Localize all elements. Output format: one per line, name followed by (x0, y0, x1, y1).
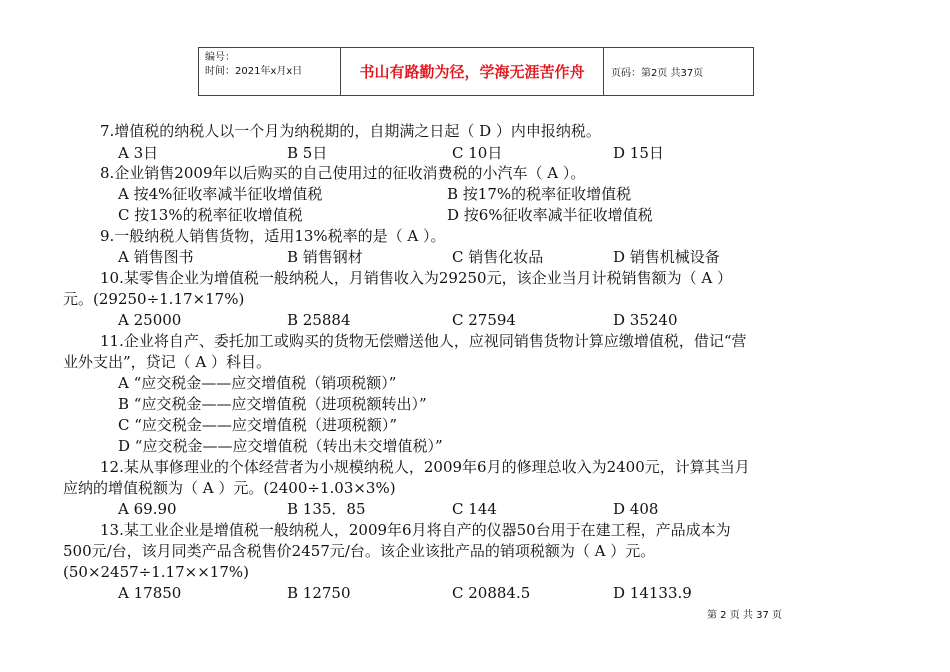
q9-option-d: D 销售机械设备 (613, 248, 720, 266)
q13-option-a: A 17850 (118, 584, 182, 602)
q11-option-c: C “应交税金——应交增值税（进项税额）” (118, 416, 398, 434)
q10-option-c: C 27594 (452, 311, 516, 329)
q9-option-c: C 销售化妆品 (452, 248, 544, 266)
question-10-stem-line2: 元。(29250÷1.17×17%) (63, 290, 245, 308)
question-12-stem-line1: 12.某从事修理业的个体经营者为小规模纳税人，2009年6月的修理总收入为2400元，计算其当月 (100, 458, 750, 476)
q10-option-d: D 35240 (613, 311, 678, 329)
question-10-stem-line1: 10.某零售企业为增值税一般纳税人，月销售收入为29250元，该企业当月计税销售额为（ A ） (100, 269, 732, 287)
q9-option-b: B 销售钢材 (287, 248, 363, 266)
q8-option-c: C 按13%的税率征收增值税 (118, 206, 303, 224)
q8-option-b: B 按17%的税率征收增值税 (447, 185, 632, 203)
q12-option-b: B 135．85 (287, 500, 366, 518)
q12-option-a: A 69.90 (118, 500, 177, 518)
question-9-stem: 9.一般纳税人销售货物，适用13%税率的是（ A ）。 (100, 227, 446, 245)
q7-option-d: D 15日 (613, 144, 664, 162)
q12-option-d: D 408 (613, 500, 659, 518)
q11-option-d: D “应交税金——应交增值税（转出未交增值税）” (118, 437, 443, 455)
q13-option-c: C 20884.5 (452, 584, 531, 602)
q8-option-a: A 按4%征收率减半征收增值税 (118, 185, 323, 203)
header-motto: 书山有路勤为径，学海无涯苦作舟 (341, 48, 604, 95)
page-footer: 第 2 页 共 37 页 (707, 610, 782, 621)
question-8-stem: 8.企业销售2009年以后购买的自己使用过的征收消费税的小汽车（ A ）。 (100, 164, 586, 182)
q7-option-a: A 3日 (118, 144, 159, 162)
q13-option-b: B 12750 (287, 584, 351, 602)
question-7-stem: 7.增值税的纳税人以一个月为纳税期的，自期满之日起（ D ）内申报纳税。 (100, 122, 601, 140)
q7-option-c: C 10日 (452, 144, 503, 162)
header-number-label: 编号： (205, 52, 235, 63)
question-13-stem-line2: 500元/台，该月同类产品含税售价2457元/台。该企业该批产品的销项税额为（ A ）元。 (63, 542, 656, 560)
question-12-stem-line2: 应纳的增值税额为（ A ）元。(2400÷1.03×3%) (63, 479, 396, 497)
header-meta-cell (199, 48, 341, 95)
q9-option-a: A 销售图书 (118, 248, 194, 266)
q10-option-a: A 25000 (118, 311, 182, 329)
header-time-label: 时间：2021年x月x日 (205, 66, 303, 77)
q10-option-b: B 25884 (287, 311, 351, 329)
q11-option-b: B “应交税金——应交增值税（进项税额转出）” (118, 395, 427, 413)
q12-option-c: C 144 (452, 500, 497, 518)
question-11-stem-line2: 业外支出”，贷记（ A ）科目。 (63, 353, 272, 371)
question-11-stem-line1: 11.企业将自产、委托加工或购买的货物无偿赠送他人，应视同销售货物计算应缴增值税，借记“营 (100, 332, 747, 350)
q11-option-a: A “应交税金——应交增值税（销项税额）” (118, 374, 397, 392)
q13-option-d: D 14133.9 (613, 584, 692, 602)
header-page-label: 页码：第2页 共37页 (611, 68, 704, 79)
question-13-stem-line1: 13.某工业企业是增值税一般纳税人，2009年6月将自产的仪器50台用于在建工程，产品成本为 (100, 521, 731, 539)
q7-option-b: B 5日 (287, 144, 328, 162)
q8-option-d: D 按6%征收率减半征收增值税 (447, 206, 653, 224)
page-header-table (198, 47, 754, 96)
question-13-stem-line3: (50×2457÷1.17××17%) (63, 563, 249, 581)
